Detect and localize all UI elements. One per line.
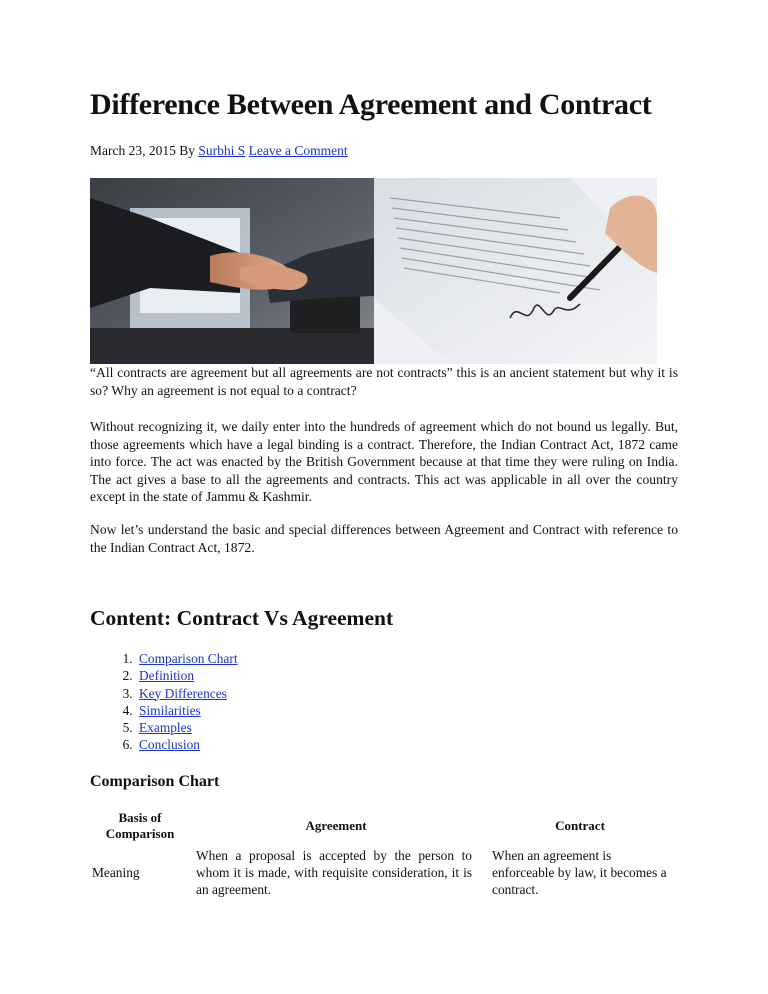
cell-basis: Meaning — [92, 865, 140, 880]
toc-link-key-differences[interactable]: Key Differences — [139, 685, 227, 701]
post-meta — [90, 143, 348, 159]
toc-item — [136, 667, 238, 684]
toc-item — [136, 685, 238, 702]
leave-comment-link[interactable]: Leave a Comment — [248, 143, 348, 158]
cell-contract: When an agreement is enforceable by law, it becomes a contract. — [492, 848, 667, 897]
toc-item — [136, 736, 238, 753]
header-agreement: Agreement — [305, 818, 367, 833]
toc-link-comparison-chart[interactable]: Comparison Chart — [139, 651, 238, 666]
header-basis: Basis of Comparison — [105, 810, 175, 841]
content-heading: Content: Contract Vs Agreement — [90, 606, 394, 630]
table-of-contents — [90, 650, 238, 754]
transition-paragraph: Now let’s understand the basic and special differences between Agreement and Contract with reference to the Indian Contract Act, 1872. — [90, 522, 678, 555]
table-row — [90, 844, 678, 901]
background-paragraph: Without recognizing it, we daily enter into the hundreds of agreement which do not bound us legally. But, those agreements which have a legal binding is a contract. Therefore, the Indian Contract Act, 1872 came into force. The act was enacted by the British Government because at that time they were ruling on India. The act gives a base to all the agreements and contracts. This act was applicable in all over the country except in the state of Jammu & Kashmir. — [90, 419, 678, 505]
comparison-table — [90, 808, 678, 901]
table-header-row — [90, 808, 678, 844]
handshake-photo — [90, 178, 374, 364]
toc-item — [136, 719, 238, 736]
cell-agreement: When a proposal is accepted by the person to whom it is made, with requisite consideration, it is an agreement. — [196, 848, 472, 897]
toc-item — [136, 650, 238, 667]
article-title: Difference Between Agreement and Contract — [90, 88, 652, 121]
comparison-chart-heading: Comparison Chart — [90, 773, 220, 790]
post-date: March 23, 2015 By — [90, 143, 195, 158]
toc-link-similarities[interactable]: Similarities — [139, 702, 201, 718]
toc-link-conclusion[interactable]: Conclusion — [139, 737, 201, 753]
signing-photo — [374, 178, 657, 364]
toc-link-examples[interactable]: Examples — [139, 720, 192, 736]
author-link[interactable]: Surbhi S — [198, 143, 246, 158]
toc-link-definition[interactable]: Definition — [139, 668, 195, 684]
header-contract: Contract — [555, 818, 605, 833]
toc-item — [136, 702, 238, 719]
hero-image — [90, 178, 657, 364]
intro-paragraph: “All contracts are agreement but all agreements are not contracts” this is an ancient statement but why it is so? Why an agreement is not equal to a contract? — [90, 365, 678, 398]
